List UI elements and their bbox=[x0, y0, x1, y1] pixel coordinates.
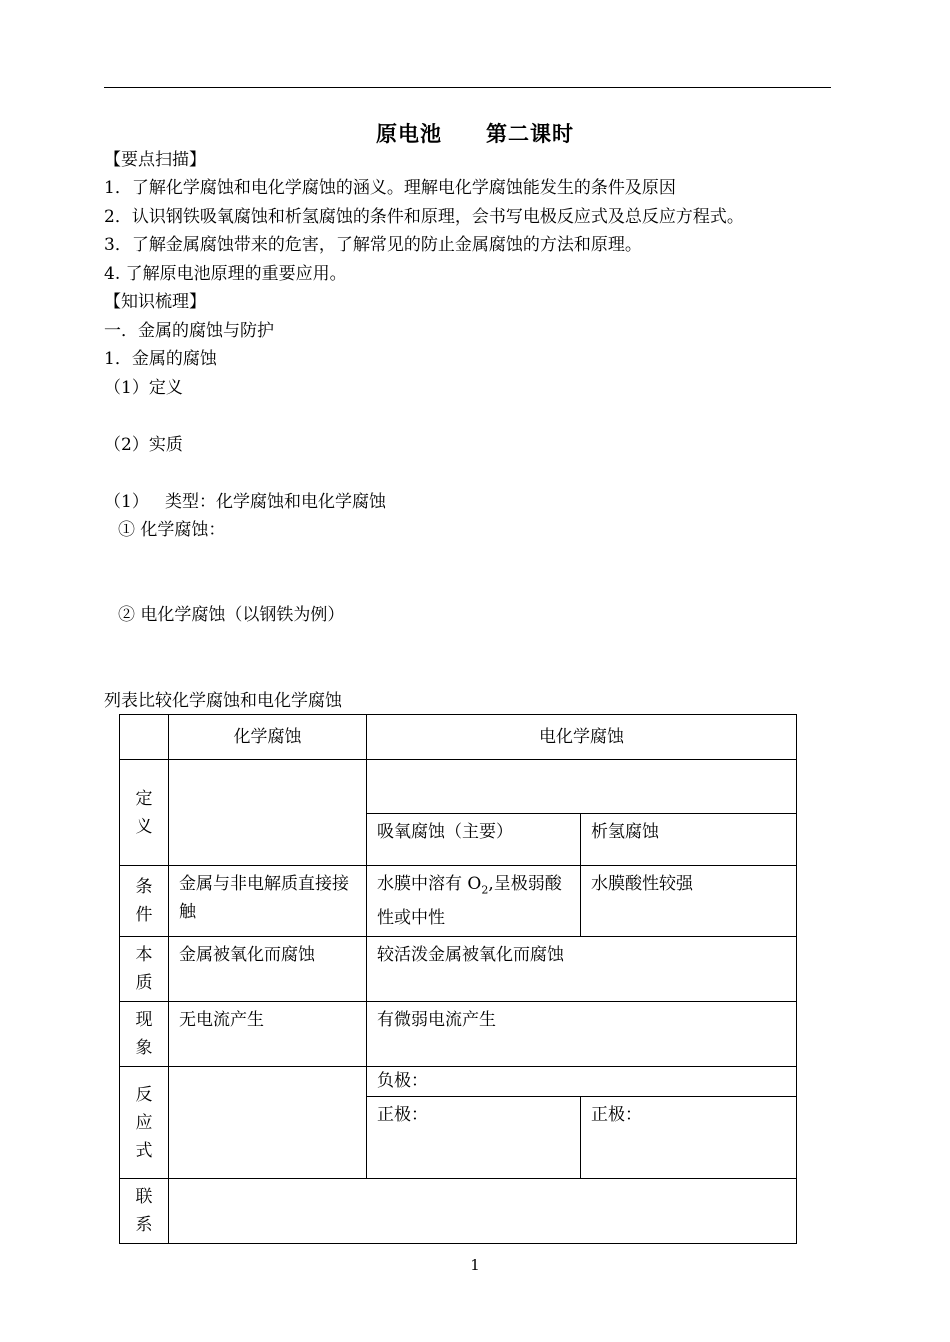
table-header-row bbox=[120, 715, 797, 760]
header-electrochemical: 电化学腐蚀 bbox=[367, 715, 797, 760]
page-number: 1 bbox=[470, 1256, 480, 1274]
nature-electro: 较活泼金属被氧化而腐蚀 bbox=[367, 937, 797, 1002]
row-label-nature: 本 质 bbox=[120, 937, 169, 1002]
table-caption: 列表比较化学腐蚀和电化学腐蚀 bbox=[104, 691, 342, 711]
definition-electro-cell bbox=[367, 760, 797, 814]
row-label-conditions: 条 件 bbox=[120, 866, 169, 937]
table-row-link bbox=[120, 1179, 797, 1244]
table-row-conditions bbox=[120, 866, 797, 937]
table-row-nature bbox=[120, 937, 797, 1002]
link-cell bbox=[169, 1179, 797, 1244]
types-item: （1） 类型：化学腐蚀和电化学腐蚀 bbox=[104, 492, 387, 512]
positive-electrode-hydrogen: 正极： bbox=[581, 1097, 797, 1179]
row-label-equations: 反 应 式 bbox=[120, 1067, 169, 1179]
equations-chemical bbox=[169, 1067, 367, 1179]
subsection-1-heading: 1．金属的腐蚀 bbox=[104, 349, 217, 369]
hydrogen-evolution-label: 析氢腐蚀 bbox=[581, 814, 797, 866]
essence-item: （2）实质 bbox=[104, 435, 183, 455]
conditions-chemical: 金属与非电解质直接接触 bbox=[169, 866, 367, 937]
key-point-4: 4. 了解原电池原理的重要应用。 bbox=[104, 264, 347, 284]
electrochemical-corrosion-item: ② 电化学腐蚀（以钢铁为例） bbox=[118, 605, 345, 625]
conditions-oxygen: 水膜中溶有 $O_2$,呈极弱酸性或中性 bbox=[367, 866, 581, 937]
conditions-hydrogen: 水膜酸性较强 bbox=[581, 866, 797, 937]
key-point-2: 2．认识钢铁吸氧腐蚀和析氢腐蚀的条件和原理，会书写电极反应式及总反应方程式。 bbox=[104, 207, 744, 227]
row-label-link: 联 系 bbox=[120, 1179, 169, 1244]
phenomenon-chemical: 无电流产生 bbox=[169, 1002, 367, 1067]
phenomenon-electro: 有微弱电流产生 bbox=[367, 1002, 797, 1067]
table-row-definition bbox=[120, 760, 797, 814]
title-part1: 原电池 bbox=[376, 121, 442, 146]
key-points-header: 【要点扫描】 bbox=[104, 150, 206, 170]
knowledge-header: 【知识梳理】 bbox=[104, 292, 206, 312]
corner-cell bbox=[120, 715, 169, 760]
section-1-heading: 一．金属的腐蚀与防护 bbox=[104, 321, 274, 341]
header-rule bbox=[104, 87, 831, 88]
chemical-corrosion-item: ① 化学腐蚀： bbox=[118, 520, 226, 540]
comparison-table bbox=[119, 714, 797, 1244]
header-chemical: 化学腐蚀 bbox=[169, 715, 367, 760]
nature-chemical: 金属被氧化而腐蚀 bbox=[169, 937, 367, 1002]
definition-item: （1）定义 bbox=[104, 378, 183, 398]
row-label-definition: 定 义 bbox=[120, 760, 169, 866]
key-point-3: 3．了解金属腐蚀带来的危害，了解常见的防止金属腐蚀的方法和原理。 bbox=[104, 235, 642, 255]
title-part2: 第二课时 bbox=[486, 121, 574, 146]
page-title bbox=[0, 118, 950, 148]
key-point-1: 1．了解化学腐蚀和电化学腐蚀的涵义。理解电化学腐蚀能发生的条件及原因 bbox=[104, 178, 676, 198]
row-label-phenomenon: 现 象 bbox=[120, 1002, 169, 1067]
negative-electrode-cell: 负极： bbox=[367, 1067, 797, 1097]
table-row-phenomenon bbox=[120, 1002, 797, 1067]
oxygen-absorption-label: 吸氧腐蚀（主要） bbox=[367, 814, 581, 866]
table-row-equations bbox=[120, 1067, 797, 1097]
definition-chemical-cell bbox=[169, 760, 367, 866]
positive-electrode-oxygen: 正极： bbox=[367, 1097, 581, 1179]
